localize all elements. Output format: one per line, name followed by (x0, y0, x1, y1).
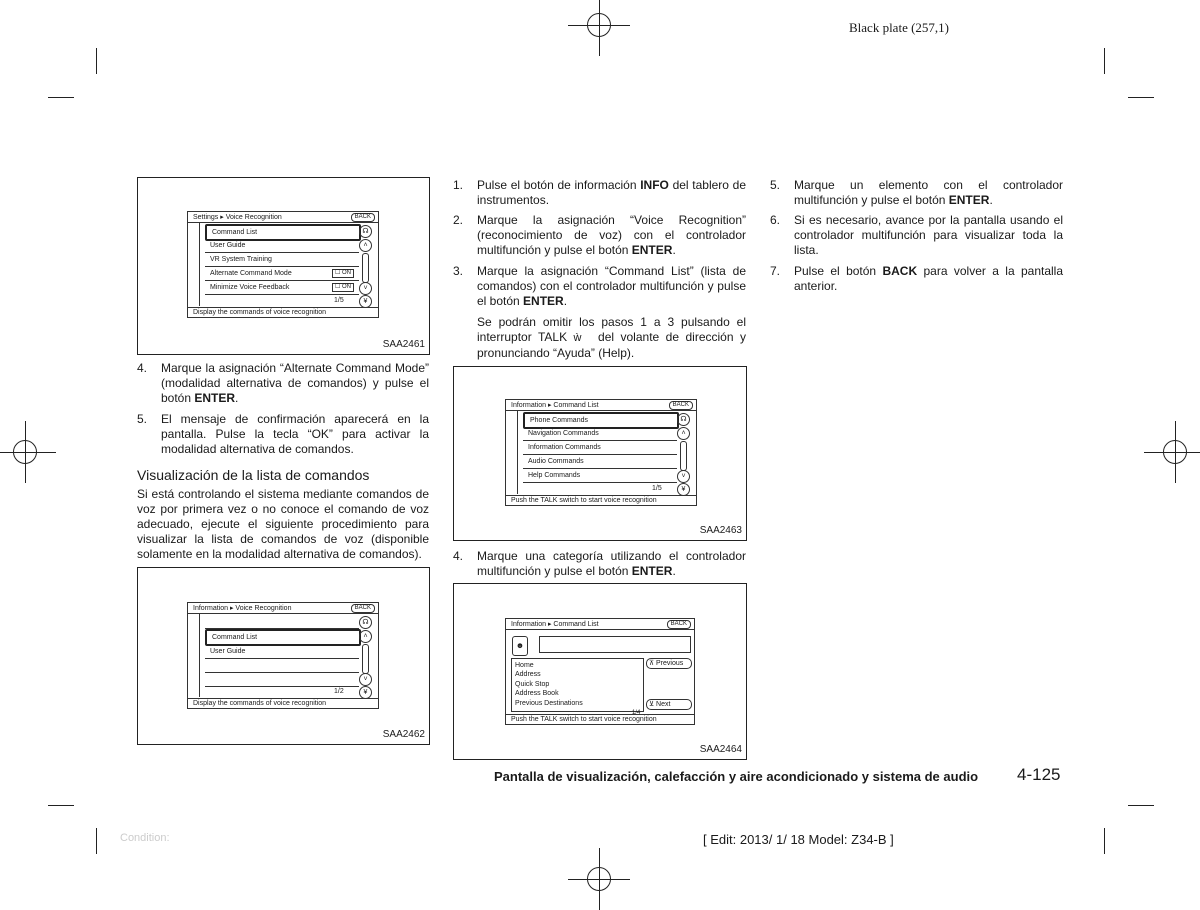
page-down-icon: ¥ (359, 295, 372, 308)
back-button: BACK (351, 604, 375, 613)
page-number: 4-125 (1017, 765, 1061, 784)
scrollbar (362, 253, 369, 283)
step-7: 7. Pulse el botón BACK para volver a la pantalla anterior. (770, 264, 1064, 293)
scroll-up-icon: ˄ (677, 427, 690, 440)
menu-row: Help Commands (523, 469, 677, 483)
talk-icon: ☊ (677, 413, 690, 426)
input-box (539, 636, 691, 653)
menu-row: Minimize Voice Feedback ☐ ON (205, 281, 359, 295)
toggle-switch: ☐ ON (332, 283, 354, 292)
step-5b: 5. Marque un elemento con el controlador multifunción y pulse el botón ENTER. (770, 178, 1063, 207)
step-4: 4. Marque la asignación “Alternate Command Mode” (modalidad alternativa de comandos) y pulse el botón ENTER. (137, 361, 429, 405)
step-2: 2. Marque la asignación “Voice Recognition” (reconocimiento de voz) con el controlador multifunción y pulse el botón ENTER. (453, 213, 746, 257)
registration-mark (1144, 421, 1200, 483)
previous-button: ⊼ Previous (646, 658, 692, 669)
step-5: 5. El mensaje de confirmación aparecerá en la pantalla. Pulse la tecla “OK” para activar la modalidad alternativa de comandos. (137, 412, 429, 456)
speaker-icon: ☻ (512, 636, 528, 656)
menu-row: Information Commands (523, 441, 677, 455)
figure-saa2464 (453, 583, 747, 760)
condition-label: Condition: (120, 832, 170, 844)
figure-code: SAA2462 (382, 729, 425, 740)
screen-footer: Push the TALK switch to start voice recognition (506, 714, 694, 724)
list-item: Address Book (515, 690, 559, 697)
page-down-icon: ¥ (359, 686, 372, 699)
step-1: 1. Pulse el botón de información INFO del tablero de instrumentos. (453, 178, 746, 207)
scroll-down-icon: ˅ (359, 673, 372, 686)
menu-row: Command List (205, 224, 361, 241)
page-indicator: 1/5 (334, 297, 344, 304)
step-6: 6. Si es necesario, avance por la pantalla usando el controlador multifunción para visualizar toda la lista. (770, 213, 1063, 257)
list-item: Quick Stop (515, 681, 550, 688)
toggle-switch: ☐ ON (332, 269, 354, 278)
figure-code: SAA2464 (699, 744, 742, 755)
figure-code: SAA2463 (699, 525, 742, 536)
page-indicator: 1/2 (334, 688, 344, 695)
scrollbar (680, 441, 687, 471)
page-indicator: 1/5 (652, 485, 662, 492)
list-item: Address (515, 671, 541, 678)
scroll-down-icon: ˅ (677, 470, 690, 483)
registration-mark (568, 848, 630, 910)
back-button: BACK (669, 401, 693, 410)
footer-title: Pantalla de visualización, calefacción y aire acondicionado y sistema de audio (494, 769, 979, 784)
plate-label: Black plate (257,1) (849, 20, 949, 35)
figure-saa2462 (137, 567, 430, 745)
screen-header: Settings ▸ Voice Recognition BACK (188, 212, 378, 223)
crop-mark (1104, 828, 1105, 854)
intro-paragraph: Si está controlando el sistema mediante comandos de voz por primera vez o no conoce el comando de voz adecuado, ejecute el siguiente procedimiento para visualizar la lista de comandos de voz (disponible solamente en la modalidad alternativa de comandos). (137, 487, 429, 561)
scroll-down-icon: ˅ (359, 282, 372, 295)
section-heading: Visualización de la lista de comandos (137, 467, 370, 483)
list-item: Home (515, 662, 534, 669)
page-down-icon: ¥ (677, 483, 690, 496)
screen-command-list (505, 399, 697, 506)
menu-row: Command List (205, 629, 361, 646)
menu-row (205, 673, 359, 687)
scroll-up-icon: ˄ (359, 630, 372, 643)
menu-row (205, 615, 359, 629)
screen-footer: Display the commands of voice recognition (188, 307, 378, 317)
menu-row: Navigation Commands (523, 427, 677, 441)
crop-mark (1104, 48, 1105, 74)
list-item: Previous Destinations (515, 700, 583, 707)
menu-row (205, 659, 359, 673)
step-3-note: Se podrán omitir los pasos 1 a 3 pulsando el interruptor TALK ẁ del volante de dirección y pronunciando “Ayuda” (Help). (477, 315, 746, 360)
scrollbar (362, 644, 369, 674)
menu-row: Phone Commands (523, 412, 679, 429)
crop-mark (96, 48, 97, 74)
screen-voice-recognition (187, 211, 379, 318)
screen-footer: Push the TALK switch to start voice recognition (506, 495, 696, 505)
figure-saa2461 (137, 177, 430, 355)
next-button: ⊻ Next (646, 699, 692, 710)
result-list (511, 658, 644, 712)
menu-row: Alternate Command Mode ☐ ON (205, 267, 359, 281)
screen-header: Information ▸ Command List BACK (506, 400, 696, 411)
menu-row: VR System Training (205, 253, 359, 267)
crop-mark (48, 805, 74, 806)
talk-icon: ☊ (359, 225, 372, 238)
talk-switch-icon: ẁ (573, 332, 582, 344)
menu-row: Audio Commands (523, 455, 677, 469)
back-button: BACK (667, 620, 691, 629)
talk-icon: ☊ (359, 616, 372, 629)
crop-mark (48, 97, 74, 98)
crop-mark (96, 828, 97, 854)
registration-mark (0, 421, 56, 483)
figure-saa2463 (453, 366, 747, 541)
figure-code: SAA2461 (382, 339, 425, 350)
edit-info: [ Edit: 2013/ 1/ 18 Model: Z34-B ] (703, 832, 894, 847)
screen-header: Information ▸ Voice Recognition BACK (188, 603, 378, 614)
page-indicator: 1/4 (632, 710, 641, 716)
screen-command-list-search (505, 618, 695, 725)
menu-row: User Guide (205, 645, 359, 659)
step-4b: 4. Marque una categoría utilizando el controlador multifunción y pulse el botón ENTER. (453, 549, 746, 578)
menu-row: User Guide (205, 239, 359, 253)
back-button: BACK (351, 213, 375, 222)
registration-mark (568, 0, 630, 56)
step-3: 3. Marque la asignación “Command List” (lista de comandos) con el controlador multifunción y pulse el botón ENTER. (453, 264, 746, 308)
screen-header: Information ▸ Command List BACK (506, 619, 694, 630)
crop-mark (1128, 97, 1154, 98)
screen-footer: Display the commands of voice recognition (188, 698, 378, 708)
screen-information-voice (187, 602, 379, 709)
crop-mark (1128, 805, 1154, 806)
scroll-up-icon: ˄ (359, 239, 372, 252)
